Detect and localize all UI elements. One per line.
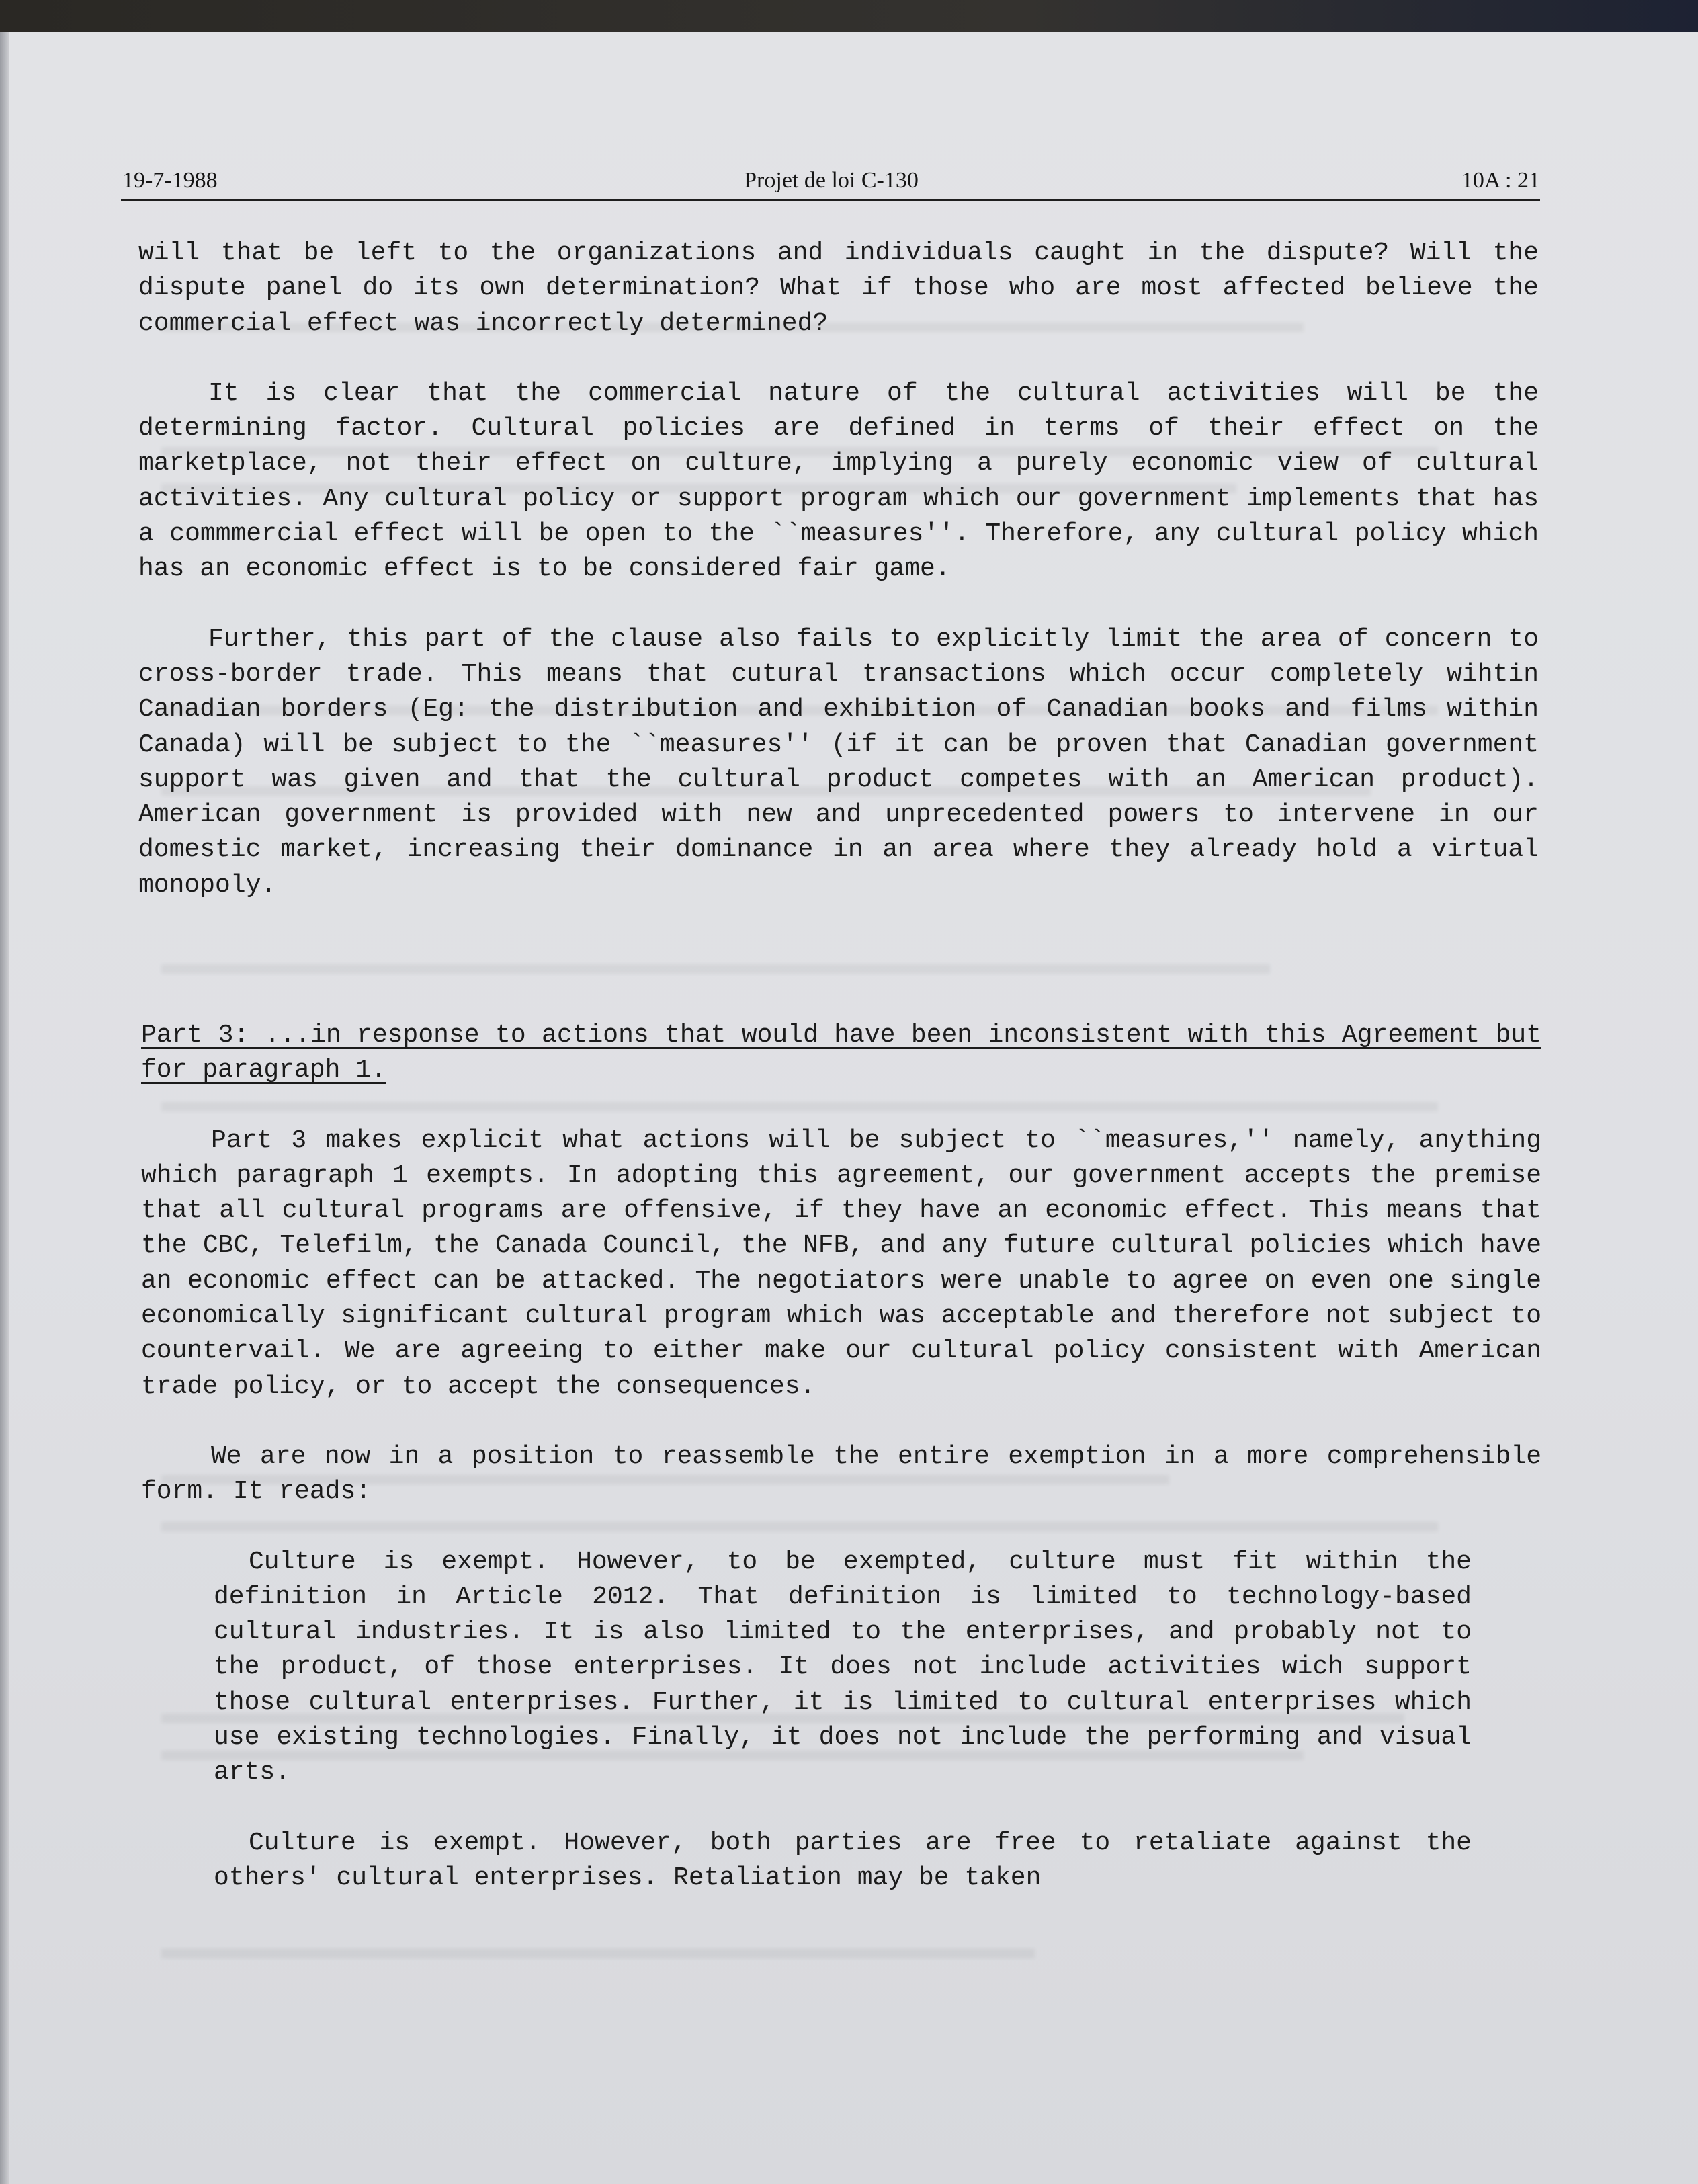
header-title: Projet de loi C-130	[744, 168, 919, 193]
section-heading-part-3: Part 3: ...in response to actions that would have been inconsistent with this Agreement but for paragraph 1.	[141, 1021, 1541, 1085]
body-text-bottom	[141, 1018, 1541, 1896]
quote-culture-exempt-retaliation: Culture is exempt. However, both parties are free to retaliate against the others' cultural enterprises. Retaliation may be taken	[214, 1828, 1472, 1892]
page-header	[122, 163, 1540, 200]
header-page-number: 10A : 21	[1461, 168, 1540, 193]
quote-culture-exempt-definition: Culture is exempt. However, to be exempted, culture must fit within the definition in Article 2012. That definition is limited to technology-based cultural industries. It is also limited to the enterprises, and probably not to the product, of those enterprises. It does not include activities wich support those cultural enterprises. Further, it is limited to cultural enterprises which use existing technologies. Finally, it does not include the performing and visual arts.	[214, 1547, 1472, 1788]
paragraph-dispute-questions: will that be left to the organizations and individuals caught in the dispute? Will the dispute panel do its own determination? What if those who are most affected believe the commercial effect was incorrectly determined?	[138, 239, 1539, 338]
body-text-top	[138, 236, 1539, 903]
paragraph-cross-border: Further, this part of the clause also fails to explicitly limit the area of concern to cross-border trade. This means that cutural transactions which occur completely wihtin Canadian borders (Eg: the distribution and exhibition of Canadian books and films within Canada) will be subject to the ``measures'' (if it can be proven that Canadian government support was given and that the cultural product competes with an American product). American government is provided with new and unprecedented powers to intervene in our domestic market, increasing their dominance in an area where they already hold a virtual monopoly.	[138, 624, 1539, 900]
header-date: 19-7-1988	[122, 168, 218, 193]
paragraph-part-3: Part 3 makes explicit what actions will be subject to ``measures,'' namely, anything which paragraph 1 exempts. In adopting this agreement, our government accepts the premise that all cultural programs are offensive, if they have an economic effect. This means that the CBC, Telefilm, the Canada Council, the NFB, and any future cultural policies which have an economic effect can be attacked. The negotiators were unable to agree on even one single economically significant cultural program which was acceptable and therefore not subject to countervail. We are agreeing to either make our cultural policy consistent with American trade policy, or to accept the consequences.	[141, 1126, 1541, 1401]
scan-binding-edge	[0, 32, 9, 2184]
header-rule	[121, 199, 1540, 201]
paragraph-reassemble: We are now in a position to reassemble the entire exemption in a more comprehensible form. It reads:	[141, 1441, 1541, 1507]
scan-top-band	[0, 0, 1698, 32]
paragraph-commercial-nature: It is clear that the commercial nature of the cultural activities will be the determining factor. Cultural policies are defined in terms of their effect on the marketplace, not their effect on culture, implying a purely economic view of cultural activities. Any cultural policy or support program which our government implements that has a commmercial effect will be open to the ``measures''. Therefore, any cultural policy which has an economic effect is to be considered fair game.	[138, 378, 1539, 584]
